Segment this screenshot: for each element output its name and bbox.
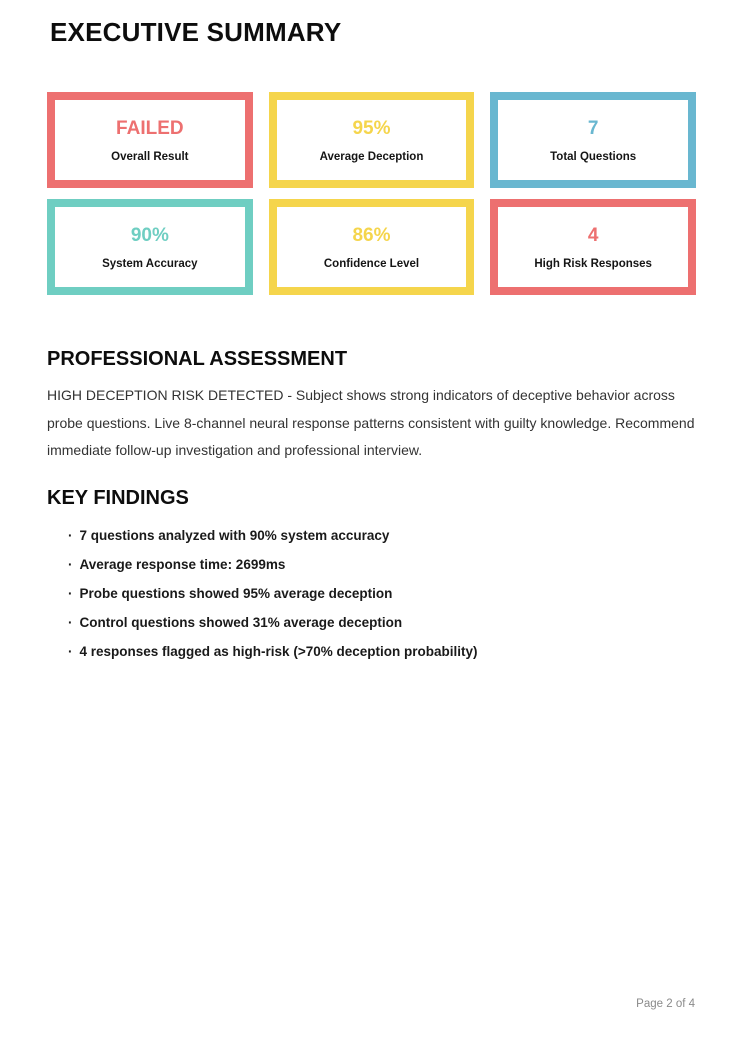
finding-text: Average response time: 2699ms [79,556,286,572]
finding-text: Control questions showed 31% average deception [79,614,403,630]
finding-item [68,521,696,550]
assessment-heading: PROFESSIONAL ASSESSMENT [47,348,348,370]
metric-card [490,92,696,188]
metric-value: 90% [130,224,169,246]
assessment-body: HIGH DECEPTION RISK DETECTED - Subject shows strong indicators of deceptive behavior across probe questions. Live 8-channel neural response patterns consistent with guilty knowledge. Recommend immediate follow-up investigation and professional interview. [47,387,695,458]
metrics-grid [47,92,696,295]
metric-value: 86% [352,224,391,246]
finding-item [68,550,696,579]
metric-card [269,199,475,295]
bullet-dot: · [68,556,73,572]
metric-card [269,92,475,188]
metric-label: Overall Result [111,150,189,163]
key-findings-list [47,521,696,666]
metric-card [47,199,253,295]
page-title: EXECUTIVE SUMMARY [50,17,342,47]
finding-item [68,579,696,608]
metric-label: System Accuracy [102,257,198,270]
bullet-dot: · [68,614,73,630]
metric-value: FAILED [116,117,184,139]
finding-text: Probe questions showed 95% average deception [79,585,393,601]
metric-label: Total Questions [550,150,637,163]
bullet-dot: · [68,527,73,543]
key-findings-heading: KEY FINDINGS [47,486,189,509]
metric-label: High Risk Responses [534,257,652,270]
finding-item [68,637,696,666]
finding-item [68,608,696,637]
metric-value: 4 [587,224,599,246]
metric-card [47,92,253,188]
metric-value: 95% [352,117,391,139]
metric-label: Confidence Level [323,257,420,270]
metric-value: 7 [587,117,599,139]
metric-card [490,199,696,295]
bullet-dot: · [68,585,73,601]
bullet-dot: · [68,643,73,659]
metric-label: Average Deception [319,150,424,163]
finding-text: 7 questions analyzed with 90% system accuracy [79,527,390,543]
finding-text: 4 responses flagged as high-risk (>70% deception probability) [79,643,478,659]
page-number: Page 2 of 4 [636,998,695,1010]
